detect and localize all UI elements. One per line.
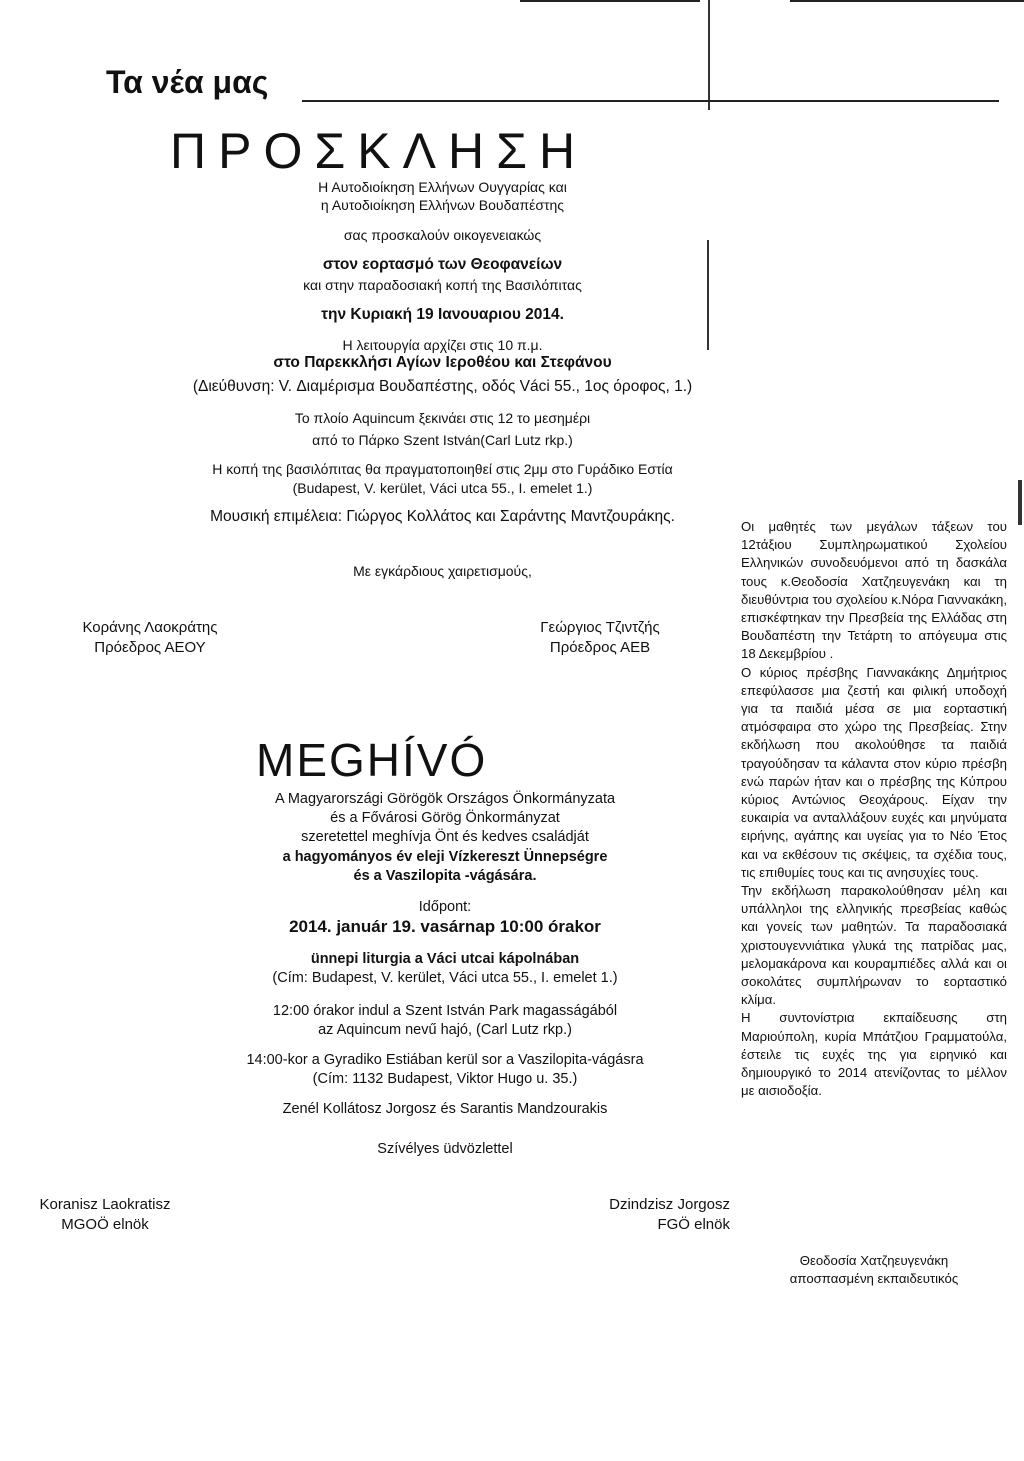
greek-line: η Αυτοδιοίκηση Ελλήνων Βουδαπέστης bbox=[320, 197, 565, 213]
article-signature bbox=[741, 1252, 1007, 1288]
top-scan-line-right bbox=[790, 0, 1024, 2]
greek-line: και στην παραδοσιακή κοπή της Βασιλόπιτας bbox=[303, 277, 582, 293]
greek-greeting: Με εγκάρδιους χαιρετισμούς, bbox=[353, 563, 532, 579]
greek-line: στο Παρεκκλήσι Αγίων Ιεροθέου και Στεφάνου bbox=[273, 354, 612, 371]
top-scan-line-left bbox=[520, 0, 700, 2]
section-title: Τα νέα μας bbox=[106, 64, 269, 100]
hungarian-line: 12:00 órakor indul a Szent István Park magasságából bbox=[272, 1003, 618, 1019]
article-paragraph: Η συντονίστρια εκπαίδευσης στη Μαριούπολη, κυρία Μπάτζιου Γραμματούλα, έστειλε τις ευχές της για ειρηνικό και δημιουργικό το 2014 ατενίζοντας το μέλλον με αισιοδοξία. bbox=[741, 1010, 1007, 1099]
embassy-visit-article bbox=[741, 518, 1007, 1101]
hungarian-line: és a Fővárosi Görög Önkormányzat bbox=[330, 810, 560, 826]
greek-line: (Διεύθυνση: V. Διαμέρισμα Βουδαπέστης, οδός Váci 55., 1ος όροφος, 1.) bbox=[192, 378, 693, 395]
hungarian-line: 14:00-kor a Gyradiko Estiában kerül sor a Vaszilopita-vágásra bbox=[246, 1052, 644, 1068]
greek-line: στον εορτασμό των Θεοφανείων bbox=[322, 256, 563, 273]
signatory-name: Γεώργιος Τζιντζής bbox=[540, 619, 660, 636]
greek-line: σας προσκαλούν οικογενειακώς bbox=[343, 227, 542, 243]
hungarian-line: az Aquincum nevű hajó, (Carl Lutz rkp.) bbox=[318, 1022, 572, 1038]
greek-line: Η κοπή της βασιλόπιτας θα πραγματοποιηθεί στις 2μμ στο Γυράδικο Εστία bbox=[212, 461, 673, 477]
signatory-role: MGOÖ elnök bbox=[61, 1216, 149, 1233]
greek-line: (Budapest, V. kerület, Váci utca 55., I. emelet 1.) bbox=[292, 480, 593, 496]
greek-signature-right bbox=[500, 618, 700, 658]
hungarian-greeting: Szívélyes üdvözlettel bbox=[377, 1141, 513, 1157]
hungarian-line: a hagyományos év eleji Vízkereszt Ünnepségre bbox=[282, 849, 608, 865]
article-paragraph: Ο κύριος πρέσβης Γιαννακάκης Δημήτριος επεφύλασσε μια ζεστή και φιλική υποδοχή για τα παιδιά μέσα σε μια εορταστική ατμόσφαιρα στο χώρο της Πρεσβείας. Στην εκδήλωση που ακολούθησε τα παιδιά τραγούδησαν τα κάλαντα στον κύριο πρέσβη ενώ παρών ήταν και ο πρέσβης της Κύπρου κύριος Αντώνιος Θεοχάρους. Είχαν την ευκαιρία να ανταλλάξουν ευχές και μηνύματα ειρήνης, αγάπης και υγείας για το Νέο Έτος και να εκθέσουν τις σκέψεις, τα σχέδια τους, τις επιθυμίες τους και τις ανησυχίες τους. bbox=[741, 664, 1007, 880]
hungarian-line: Időpont: bbox=[418, 899, 472, 915]
signatory-name: Koranisz Laokratisz bbox=[39, 1196, 171, 1213]
greek-line: Το πλοίο Aquincum ξεκινάει στις 12 το μεσημέρι bbox=[294, 410, 591, 426]
signatory-role: Πρόεδρος ΑΕΒ bbox=[549, 639, 651, 656]
greek-line: Η Αυτοδιοίκηση Ελλήνων Ουγγαρίας και bbox=[318, 179, 567, 195]
hungarian-line: A Magyarországi Görögök Országos Önkormányzata bbox=[274, 791, 616, 807]
hungarian-line: és a Vaszilopita -vágására. bbox=[353, 868, 537, 884]
scan-vertical-line-1 bbox=[708, 0, 710, 110]
signatory-name: Dzindzisz Jorgosz bbox=[609, 1196, 730, 1213]
greek-line: Μουσική επιμέλεια: Γιώργος Κολλάτος και Σαράντης Μαντζουράκης. bbox=[210, 508, 675, 525]
greek-line: Η λειτουργία αρχίζει στις 10 π.μ. bbox=[342, 337, 543, 353]
hungarian-signature-right bbox=[530, 1195, 730, 1235]
hungarian-line: (Cím: 1132 Budapest, Viktor Hugo u. 35.) bbox=[312, 1071, 578, 1087]
greek-line: από το Πάρκο Szent István(Carl Lutz rkp.) bbox=[312, 432, 573, 448]
hungarian-invitation-title: MEGHÍVÓ bbox=[256, 734, 488, 786]
signatory-role: Πρόεδρος ΑΕΟΥ bbox=[94, 639, 206, 656]
greek-invitation-title: ΠΡΟΣΚΛΗΣΗ bbox=[170, 123, 588, 179]
author-name: Θεοδοσία Χατζηευγενάκη bbox=[799, 1253, 949, 1268]
article-paragraph: Οι μαθητές των μεγάλων τάξεων του 12τάξιου Συμπληρωματικού Σχολείου Ελληνικών συνοδευόμενοι από τη δασκάλα τους κ.Θεοδοσία Χατζηευγενάκη και τη διευθύντρια του σχολείου κ.Νόρα Γιαννακάκη, επισκέφτηκαν την Πρεσβεία της Ελλάδας στη Βουδαπέστη την Τετάρτη το απόγευμα στις 18 Δεκεμβρίου . bbox=[741, 519, 1007, 662]
article-paragraph: Την εκδήλωση παρακολούθησαν μέλη και υπάλληλοι της ελληνικής πρεσβείας καθώς και γονείς των μαθητών. Τα παραδοσιακά χριστουγεννιάτικα γλυκά της πατρίδας μας, μελομακάρονα και κουραμπιέδες αλλά και οι σοκολάτες συμπλήρωναν το εορταστικό κλίμα. bbox=[741, 883, 1007, 1008]
scan-vertical-line-3 bbox=[1018, 480, 1022, 525]
greek-signature-left bbox=[40, 618, 260, 658]
hungarian-signature-left bbox=[15, 1195, 195, 1235]
signatory-name: Κοράνης Λαοκράτης bbox=[82, 619, 218, 636]
signatory-role: FGÖ elnök bbox=[657, 1216, 730, 1233]
hungarian-line: Zenél Kollátosz Jorgosz és Sarantis Mandzourakis bbox=[282, 1101, 608, 1117]
hungarian-line: szeretettel meghívja Önt és kedves családját bbox=[301, 829, 589, 845]
hungarian-date: 2014. január 19. vasárnap 10:00 órakor bbox=[289, 917, 601, 936]
hungarian-line: (Cím: Budapest, V. kerület, Váci utca 55., I. emelet 1.) bbox=[272, 970, 618, 986]
hungarian-line: ünnepi liturgia a Váci utcai kápolnában bbox=[310, 951, 580, 967]
header-rule bbox=[302, 100, 999, 102]
author-role: αποσπασμένη εκπαιδευτικός bbox=[789, 1271, 959, 1286]
greek-line: την Κυριακή 19 Ιανουαριου 2014. bbox=[321, 306, 564, 323]
